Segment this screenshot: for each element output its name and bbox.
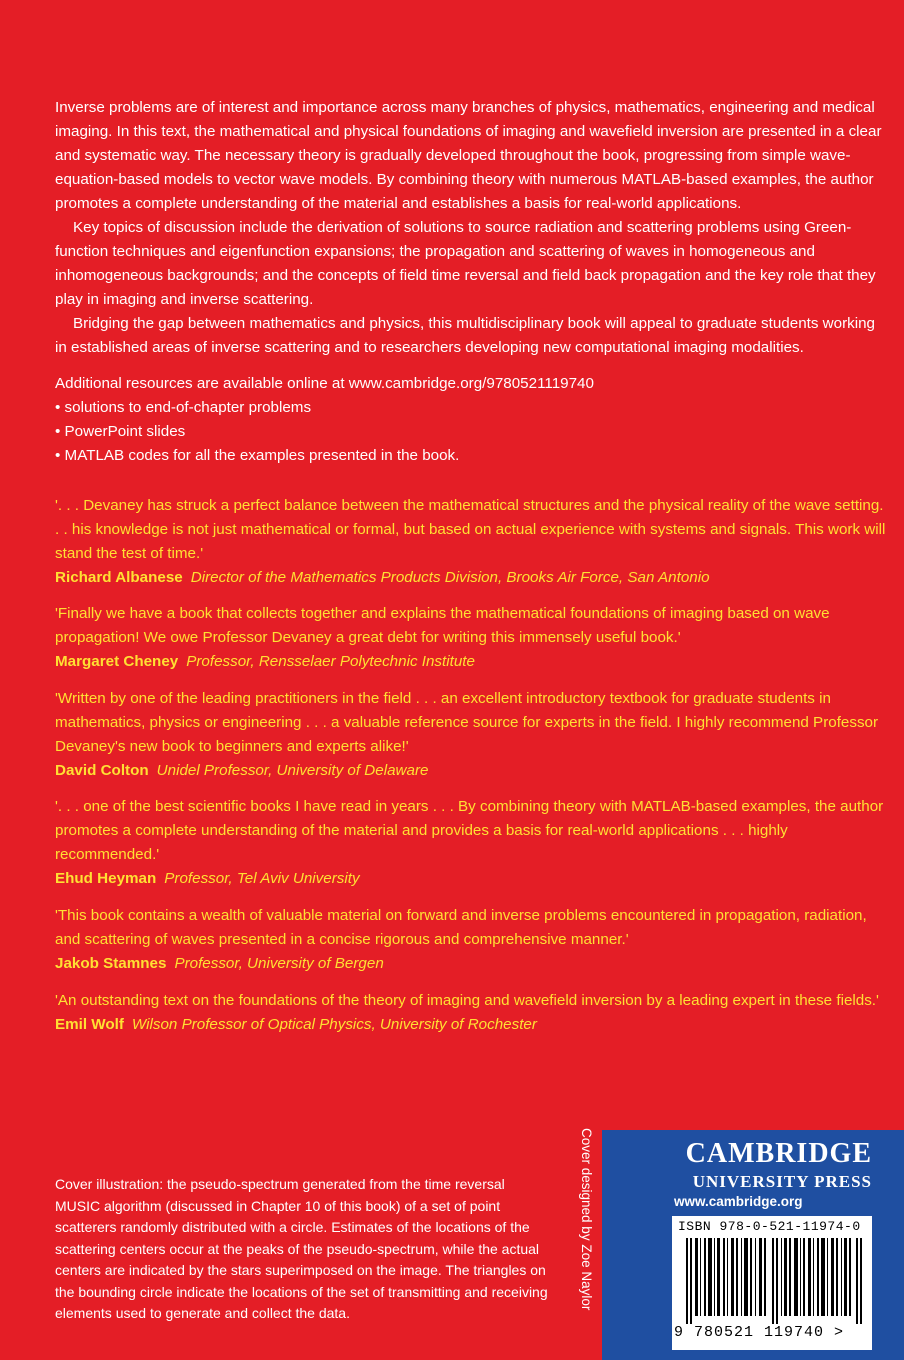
reviewer-name: David Colton (55, 762, 149, 779)
barcode-number: 9 780521 119740 > (674, 1324, 845, 1341)
reviewer-name: Jakob Stamnes (55, 955, 167, 972)
barcode-icon (686, 1238, 866, 1324)
reviewer-name: Ehud Heyman (55, 870, 157, 887)
review-quote: 'Written by one of the leading practitioners in the field . . . an excellent introductory textbook for graduate students in mathematics, physics or engineering . . . a valuable reference source for experts in the field. I highly recommend Professor Devaney's new book to beginners and experts alike!' (55, 690, 879, 755)
cover-illustration-note: Cover illustration: the pseudo-spectrum generated from the time reversal MUSIC algorithm (discussed in Chapter 10 of this book) of a set of point scatterers randomly distributed with a circle. Estimates of the locations of the scattering centers occur at the peaks of the pseudo-spectrum, while the actual centers are indicated by the stars superimposed on the image. The triangles on the bounding circle indicate the locations of the set of transmitting and receiving elements used to generate and collect the data. (55, 1176, 548, 1321)
review-quote: 'An outstanding text on the foundations of the theory of imaging and wavefield inversion by a leading expert in these fields.' (55, 992, 879, 1009)
reviewer-role: Professor, Rensselaer Polytechnic Institute (186, 653, 475, 670)
review-stamnes (55, 904, 891, 976)
book-description (55, 96, 889, 360)
reviewer-name: Richard Albanese (55, 569, 183, 586)
isbn-text: ISBN 978-0-521-11974-0 (678, 1219, 861, 1234)
review-quote: 'Finally we have a book that collects together and explains the mathematical foundations of imaging based on wave propagation! We owe Professor Devaney a great debt for writing this immensely useful book.' (55, 605, 830, 646)
review-attribution (55, 867, 891, 891)
cover-designer-credit: Cover designed by Zoe Naylor (579, 1128, 594, 1311)
review-attribution (55, 1013, 891, 1037)
review-quote: 'This book contains a wealth of valuable material on forward and inverse problems encountered in propagation, radiation, and scattering of waves presented in a concise rigorous and comprehensive manner.' (55, 907, 867, 948)
description-paragraph-3: Bridging the gap between mathematics and physics, this multidisciplinary book will appeal to graduate students working in established areas of inverse scattering and to researchers developing new computational imaging modalities. (55, 315, 876, 356)
resource-item: • PowerPoint slides (55, 423, 186, 440)
reviewer-role: Unidel Professor, University of Delaware (156, 762, 429, 779)
reviewer-name: Margaret Cheney (55, 653, 179, 670)
reviewer-role: Wilson Professor of Optical Physics, University of Rochester (131, 1016, 537, 1033)
review-attribution (55, 650, 891, 674)
publisher-url: www.cambridge.org (674, 1194, 803, 1209)
review-wolf (55, 989, 891, 1037)
description-paragraph-1: Inverse problems are of interest and importance across many branches of physics, mathematics, engineering and medical imaging. In this text, the mathematical and physical foundations of imaging and wavefield inversion are presented in a clear and systematic way. The necessary theory is gradually developed throughout the book, progressing from simple wave-equation-based models to vector wave models. By combining theory with numerous MATLAB-based examples, the author promotes a complete understanding of the material and establishes a basis for real-world applications. (55, 99, 882, 212)
reviewer-role: Professor, Tel Aviv University (164, 870, 360, 887)
publisher-box (602, 1130, 904, 1360)
barcode-label (672, 1216, 872, 1350)
review-attribution (55, 566, 891, 590)
review-attribution (55, 759, 891, 783)
reviewer-role: Director of the Mathematics Products Division, Brooks Air Force, San Antonio (190, 569, 710, 586)
review-albanese (55, 494, 891, 590)
description-paragraph-2: Key topics of discussion include the derivation of solutions to source radiation and scattering problems using Green-function techniques and eigenfunction expansions; the propagation and scattering of waves in homogeneous and inhomogeneous backgrounds; and the concepts of field time reversal and field back propagation and the key role that they play in imaging and inverse scattering. (55, 219, 876, 308)
review-quote: '. . . one of the best scientific books I have read in years . . . By combining theory with MATLAB-based examples, the author promotes a complete understanding of the material and provides a basis for real-world applications . . . highly recommended.' (55, 798, 884, 863)
resources-intro: Additional resources are available online at www.cambridge.org/9780521119740 (55, 375, 594, 392)
review-cheney (55, 602, 891, 674)
reviewer-role: Professor, University of Bergen (174, 955, 384, 972)
review-heyman (55, 795, 891, 891)
publisher-subtitle: UNIVERSITY PRESS (692, 1172, 872, 1191)
resource-item: • solutions to end-of-chapter problems (55, 399, 312, 416)
review-quote: '. . . Devaney has struck a perfect balance between the mathematical structures and the physical reality of the wave setting. . . his knowledge is not just mathematical or formal, but based on actual experience with systems and signals. This work will stand the test of time.' (55, 497, 886, 562)
publisher-name: CAMBRIDGE (685, 1138, 872, 1169)
review-colton (55, 687, 891, 783)
resource-item: • MATLAB codes for all the examples presented in the book. (55, 447, 460, 464)
additional-resources (55, 372, 889, 468)
review-attribution (55, 952, 891, 976)
reviewer-name: Emil Wolf (55, 1016, 124, 1033)
